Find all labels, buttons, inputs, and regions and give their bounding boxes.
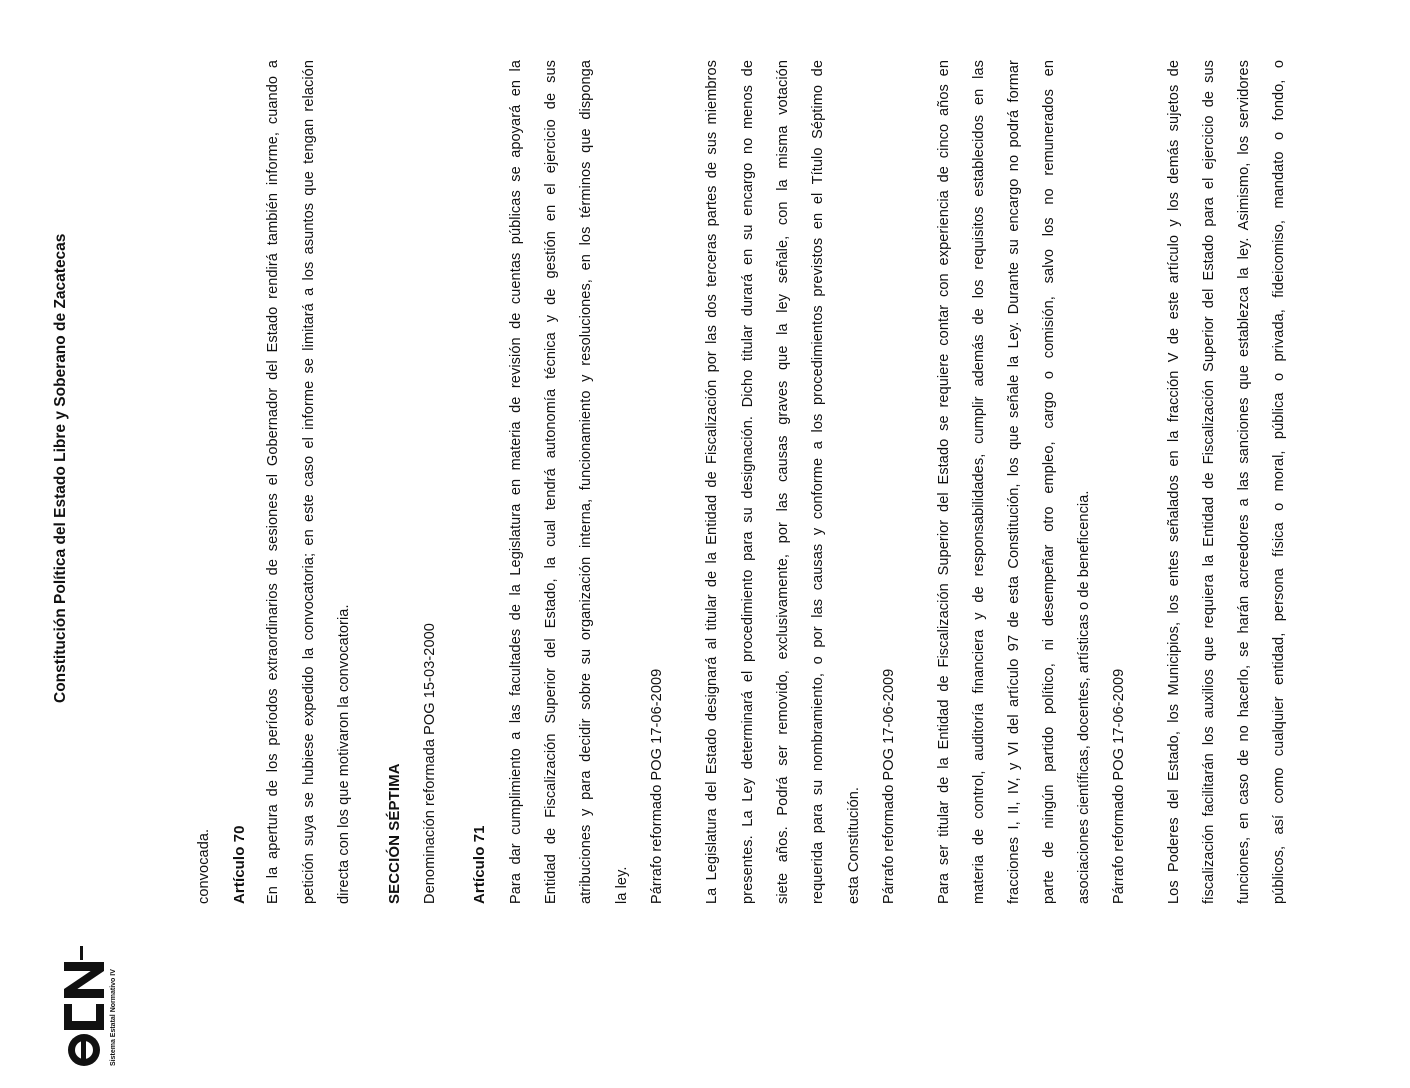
sen-logo-icon (50, 902, 130, 1072)
text-line: Entidad de Fiscalización Superior del Estado, la cual tendrá autonomía técnica y de gestión en el ejercicio de sus (543, 60, 559, 904)
text-line: asociaciones científicas, docentes, artísticas o de beneficencia. (1076, 490, 1092, 904)
text-line: funciones, en caso de no hacerlo, se harán acreedores a las sanciones que establezca la ley. Asimismo, los servidores (1236, 60, 1252, 904)
section-heading: Artículo 71 (471, 825, 488, 904)
text-line: Párrafo reformado POG 17-06-2009 (649, 668, 665, 904)
text-line: Denominación reformada POG 15-03-2000 (422, 623, 438, 904)
text-line: Párrafo reformado POG 17-06-2009 (881, 668, 897, 904)
text-line: convocada. (196, 828, 212, 904)
sen-logo (50, 902, 130, 1072)
text-line: directa con los que motivaron la convocatoria. (336, 604, 352, 904)
section-heading: Artículo 70 (231, 825, 248, 904)
text-line: siete años. Podrá ser removido, exclusivamente, por las causas graves que la ley señale, con la misma votación (775, 60, 791, 904)
text-line: La Legislatura del Estado designará al titular de la Entidad de Fiscalización por las dos terceras partes de sus miembros (704, 60, 720, 904)
text-line: esta Constitución. (846, 786, 862, 904)
text-line: Párrafo reformado POG 17-06-2009 (1111, 668, 1127, 904)
text-line: Para dar cumplimiento a las facultades de la Legislatura en materia de revisión de cuentas públicas se apoyará en la (508, 60, 524, 904)
text-line: requerida para su nombramiento, o por las causas y conforme a los procedimientos previstos en el Título Séptimo de (810, 60, 826, 904)
text-line: presentes. La Ley determinará el procedimiento para su designación. Dicho titular durará en su encargo no menos de (740, 60, 756, 904)
sen-logo-subtitle: Sistema Estatal Normativo IV (110, 969, 117, 1066)
text-line: materia de control, auditoría financiera y de responsabilidades, cumplir además de los requisitos establecidos en las (971, 60, 987, 904)
page-title: Constitución Política del Estado Libre y Soberano de Zacatecas (52, 233, 69, 703)
text-line: parte de ningún partido político, ni desempeñar otro empleo, cargo o comisión, salvo los no remunerados en (1041, 60, 1057, 904)
text-line: En la apertura de los períodos extraordinarios de sesiones el Gobernador del Estado rendirá también informe, cuando a (265, 60, 281, 904)
text-line: atribuciones y para decidir sobre su organización interna, funcionamiento y resoluciones, en los términos que disponga (578, 60, 594, 904)
text-line: fracciones I, II, IV, y VI del artículo 97 de esta Constitución, los que señale la Ley. Durante su encargo no podrá formar (1006, 60, 1022, 904)
text-line: la ley. (614, 866, 630, 904)
text-line: Los Poderes del Estado, los Municipios, los entes señalados en la fracción V de este artículo y los demás sujetos de (1166, 60, 1182, 904)
text-line: Para ser titular de la Entidad de Fiscalización Superior del Estado se requiere contar con experiencia de cinco años en (936, 60, 952, 904)
text-line: públicos, así como cualquier entidad, persona física o moral, pública o privada, fideicomiso, mandato o fondo, o (1271, 60, 1287, 904)
text-line: petición suya se hubiese expedido la convocatoria; en este caso el informe se limitará a los asuntos que tengan relación (301, 60, 317, 904)
section-heading: SECCIÓN SÉPTIMA (386, 763, 403, 904)
text-line: fiscalización facilitarán los auxilios que requiera la Entidad de Fiscalización Superior del Estado para el ejercicio de sus (1201, 60, 1217, 904)
